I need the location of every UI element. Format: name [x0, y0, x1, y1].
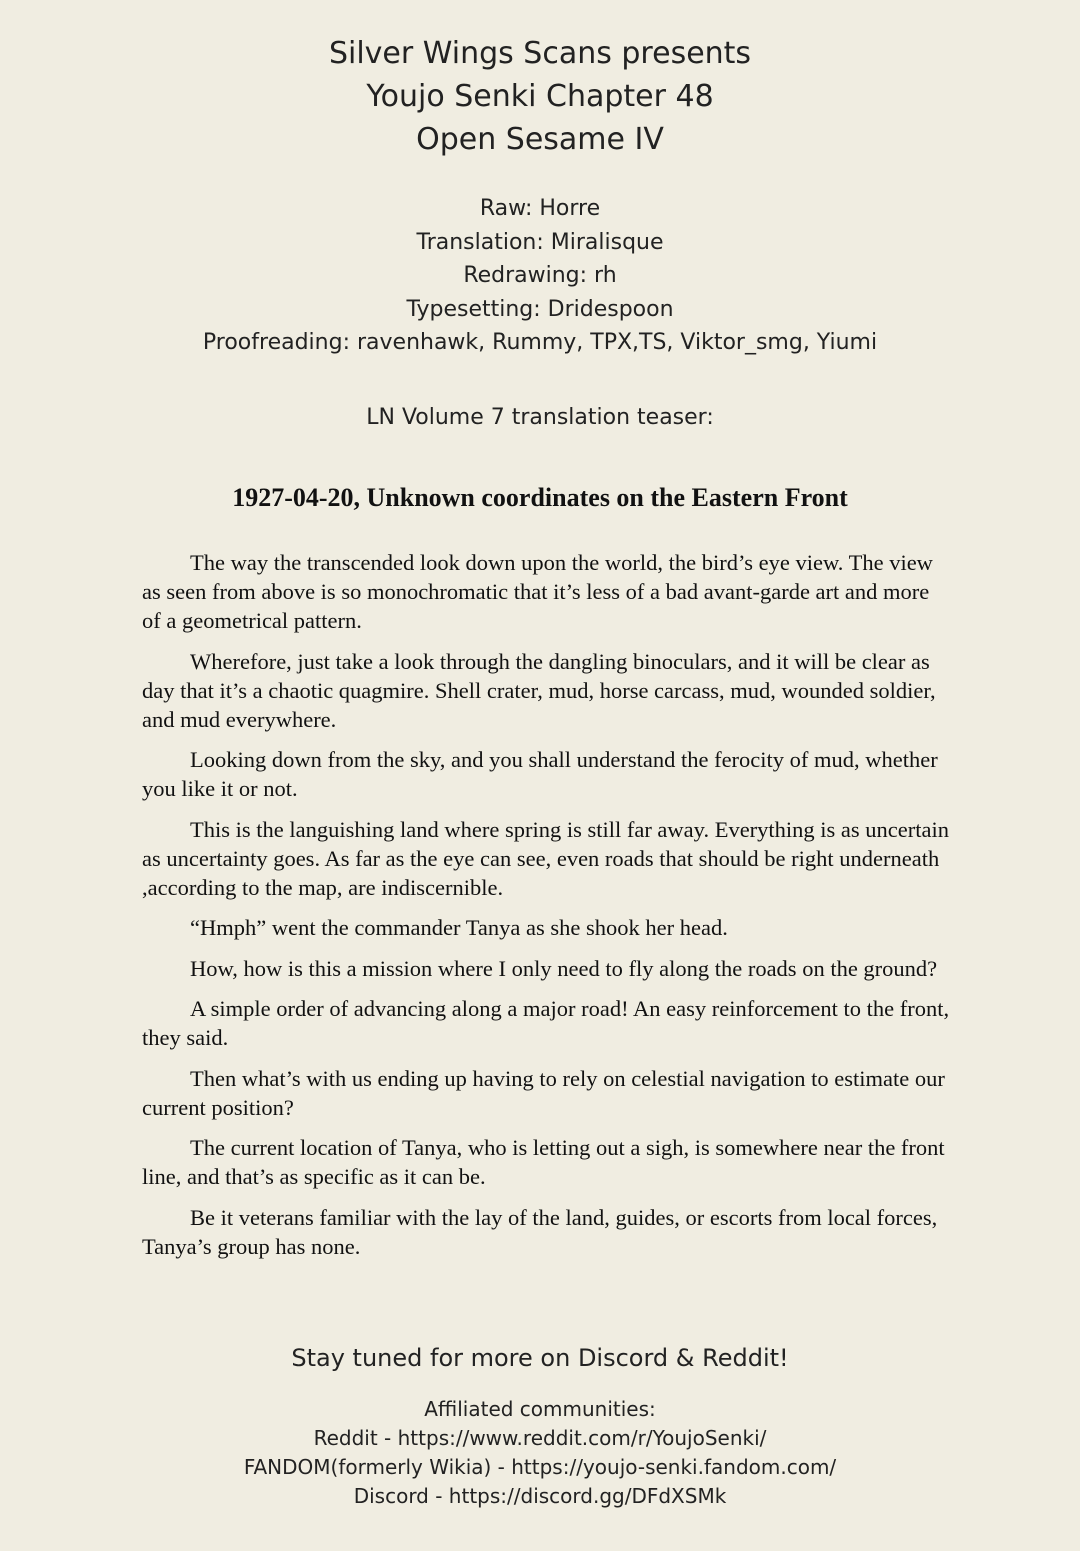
paragraph: Wherefore, just take a look through the dangling binoculars, and it will be clear as day that it’s a chaotic quagmire. Shell crater, mud, horse carcass, mud, wounded soldier, and mud everywhere.: [142, 648, 936, 732]
teaser-heading: 1927-04-20, Unknown coordinates on the Eastern Front: [232, 483, 848, 512]
teaser-label: LN Volume 7 translation teaser:: [366, 405, 714, 430]
stay-tuned-message: Stay tuned for more on Discord & Reddit!: [291, 1344, 789, 1372]
paragraph: The current location of Tanya, who is letting out a sigh, is somewhere near the front line, and that’s as specific as it can be.: [142, 1135, 945, 1189]
paragraph: How, how is this a mission where I only need to fly along the roads on the ground?: [190, 955, 938, 981]
fandom-link: FANDOM(formerly Wikia) - https://youjo-senki.fandom.com/: [243, 1455, 837, 1479]
paragraph: Be it veterans familiar with the lay of the land, guides, or escorts from local forces, Tanya’s group has none.: [142, 1204, 938, 1259]
chapter-subtitle: Open Sesame IV: [416, 122, 664, 157]
credit-raw: Raw: Horre: [479, 196, 601, 221]
paragraph: Then what’s with us ending up having to rely on celestial navigation to estimate our current position?: [142, 1065, 945, 1120]
credits-list: [0, 192, 1080, 360]
credit-redrawing: Redrawing: rh: [463, 263, 617, 288]
title-block: [0, 32, 1080, 161]
reddit-link: Reddit - https://www.reddit.com/r/YoujoSenki/: [313, 1426, 767, 1450]
paragraph: The way the transcended look down upon the world, the bird’s eye view. The view as seen from above is so monochromatic that it’s less of a bad avant-garde art and more of a geometrical pattern.: [142, 550, 933, 633]
teaser-body: [142, 548, 952, 1272]
credit-translation: Translation: Miralisque: [416, 229, 664, 255]
chapter-title: Youjo Senki Chapter 48: [366, 79, 714, 114]
presenter-title: Silver Wings Scans presents: [328, 36, 752, 71]
paragraph: Looking down from the sky, and you shall understand the ferocity of mud, whether you like it or not.: [142, 747, 938, 801]
paragraph: “Hmph” went the commander Tanya as she shook her head.: [190, 915, 728, 940]
affiliated-label: Affiliated communities:: [424, 1397, 656, 1421]
discord-link: Discord - https://discord.gg/DFdXSMk: [353, 1484, 727, 1508]
paragraph: A simple order of advancing along a major road! An easy reinforcement to the front, they said.: [142, 996, 950, 1050]
credit-typesetting: Typesetting: Dridespoon: [406, 296, 674, 322]
credit-proofreading: Proofreading: ravenhawk, Rummy, TPX,TS, Viktor_smg, Yiumi: [202, 330, 878, 355]
paragraph: This is the languishing land where spring is still far away. Everything is as uncertain as uncertainty goes. As far as the eye can see, even roads that should be right underneath ,according to the map, are indiscernible.: [142, 816, 950, 900]
affiliated-communities: [0, 1395, 1080, 1511]
